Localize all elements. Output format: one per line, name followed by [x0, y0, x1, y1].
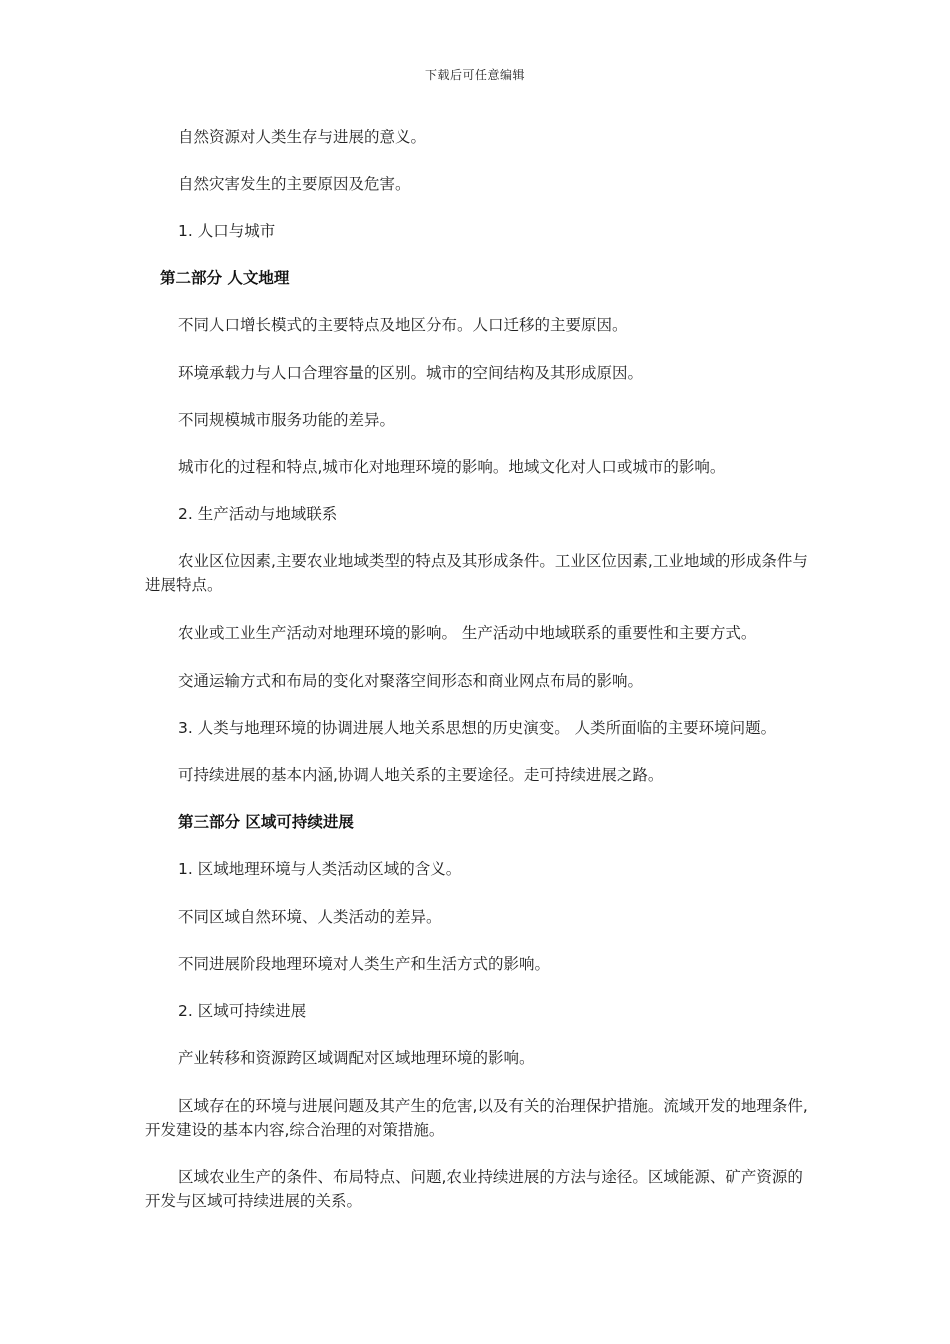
paragraph-industry-transfer: 产业转移和资源跨区域调配对区域地理环境的影响。 [178, 1049, 535, 1067]
paragraph-regional-differences: 不同区域自然环境、人类活动的差异。 [178, 908, 442, 926]
paragraph-city-functions: 不同规模城市服务功能的差异。 [178, 411, 396, 429]
paragraph-urbanization: 城市化的过程和特点,城市化对地理环境的影响。地域文化对人口或城市的影响。 [178, 458, 726, 476]
page-header-note: 下载后可任意编辑 [424, 68, 525, 82]
paragraph-carrying-capacity: 环境承载力与人口合理容量的区别。城市的空间结构及其形成原因。 [178, 364, 644, 382]
paragraph-sustainable-development: 可持续进展的基本内涵,协调人地关系的主要途径。走可持续进展之路。 [178, 766, 664, 784]
section-heading-regional-sustainable-development: 2. 区域可持续进展 [178, 1002, 307, 1020]
section-heading-human-environment: 3. 人类与地理环境的协调进展人地关系思想的历史演变。 人类所面临的主要环境问题。 [178, 719, 777, 737]
paragraph-transport-layout: 交通运输方式和布局的变化对聚落空间形态和商业网点布局的影响。 [178, 672, 644, 690]
part-heading-human-geography: 第二部分 人文地理 [160, 269, 290, 287]
paragraph-population-growth: 不同人口增长模式的主要特点及地区分布。人口迁移的主要原因。 [178, 316, 628, 334]
part-heading-regional-sustainability: 第三部分 区域可持续进展 [178, 813, 354, 831]
paragraph-regional-problems: 区域存在的环境与进展问题及其产生的危害,以及有关的治理保护措施。流域开发的地理条件,开发建设的基本内容,综合治理的对策措施。 [145, 1097, 808, 1139]
section-heading-population-city: 1. 人口与城市 [178, 222, 276, 240]
paragraph-development-stages: 不同进展阶段地理环境对人类生产和生活方式的影响。 [178, 955, 551, 973]
section-heading-regional-environment: 1. 区域地理环境与人类活动区域的含义。 [178, 860, 462, 878]
paragraph-natural-disasters: 自然灾害发生的主要原因及危害。 [178, 175, 411, 193]
paragraph-agriculture-industry-location: 农业区位因素,主要农业地域类型的特点及其形成条件。工业区位因素,工业地域的形成条件与进展特点。 [145, 552, 808, 594]
paragraph-regional-agriculture-energy: 区域农业生产的条件、布局特点、问题,农业持续进展的方法与途径。区域能源、矿产资源的开发与区域可持续进展的关系。 [145, 1168, 803, 1210]
section-heading-production-activity: 2. 生产活动与地域联系 [178, 505, 338, 523]
paragraph-natural-resources: 自然资源对人类生存与进展的意义。 [178, 128, 427, 146]
paragraph-production-impact: 农业或工业生产活动对地理环境的影响。 生产活动中地域联系的重要性和主要方式。 [178, 624, 757, 642]
